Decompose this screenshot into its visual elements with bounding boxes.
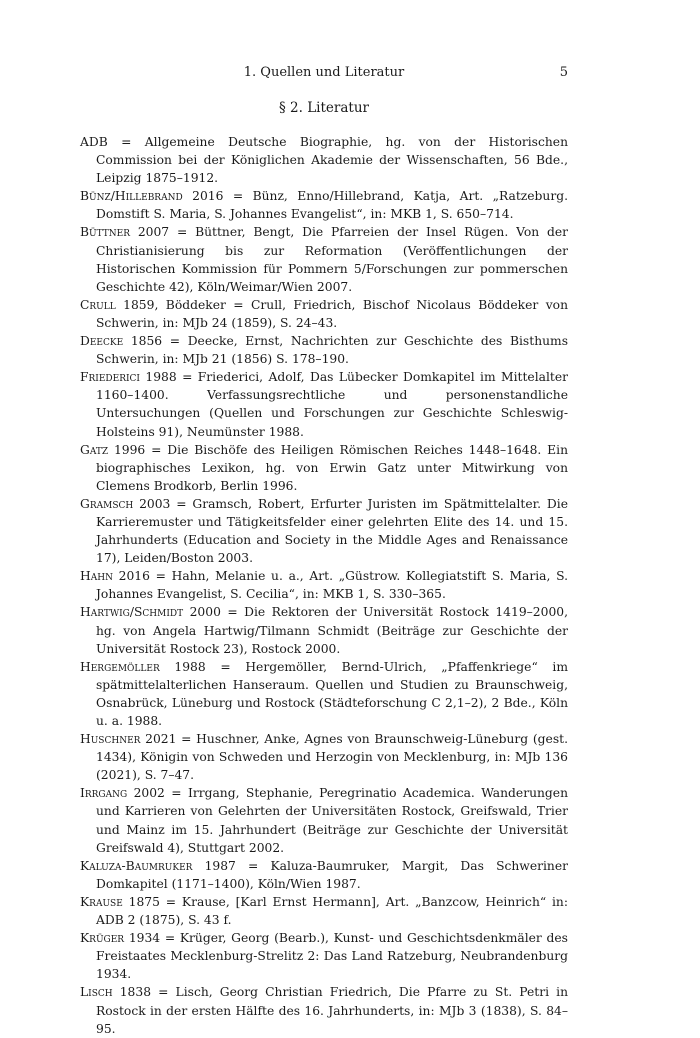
entry-text: 2003 = Gramsch, Robert, Erfurter Juristen im Spätmittelalter. Die Karrieremuster und Tätigkeitsfelder einer gelehrten Elite des 14. und 15. Jahrhunderts (Education and Society in the Middle Ages and Renaissance 17), Leiden/Boston 2003. (96, 496, 568, 566)
entry-text: 2021 = Huschner, Anke, Agnes von Braunschweig-Lüneburg (gest. 1434), Königin von Schweden und Herzogin von Mecklenburg, in: MJb 136 (2021), S. 7–47. (96, 732, 568, 783)
entry-key: Friederici (80, 370, 140, 385)
running-head (80, 64, 568, 82)
bibliography-entry (80, 133, 568, 187)
entry-text: = Allgemeine Deutsche Biographie, hg. von der Historischen Commission bei der Königlichen Akademie der Wissenschaften, 56 Bde., Leipzig 1875–1912. (96, 135, 568, 186)
entry-text: 1875 = Krause, [Karl Ernst Hermann], Art. „Banzcow, Heinrich“ in: ADB 2 (1875), S. 43 f. (96, 894, 568, 928)
bibliography-entry (80, 983, 568, 1037)
entry-key: ADB (80, 135, 108, 149)
entry-key: Büttner (80, 225, 131, 240)
entry-key: Gatz (80, 442, 109, 457)
entry-text: 1838 = Lisch, Georg Christian Friedrich, Die Pfarre zu St. Petri in Rostock in der ersten Hälfte des 16. Jahrhunderts, in: MJb 3 (1838), S. 84–95. (96, 985, 568, 1036)
entry-key: Kaluza-Baumruker (80, 858, 193, 873)
entry-text: 2016 = Hahn, Melanie u. a., Art. „Güstrow. Kollegiatstift S. Maria, S. Johannes Evangelist, S. Cecilia“, in: MKB 1, S. 330–365. (96, 569, 568, 602)
bibliography-entry (80, 296, 568, 332)
entry-text: 1996 = Die Bischöfe des Heiligen Römischen Reiches 1448–1648. Ein biographisches Lexikon, hg. von Erwin Gatz unter Mitwirkung von Clemens Brodkorb, Berlin 1996. (96, 442, 568, 493)
entry-key: Krüger (80, 931, 125, 946)
book-page (80, 0, 568, 1036)
bibliography-entry (80, 567, 568, 603)
entry-key: Deecke (80, 334, 124, 349)
entry-key: Huschner (80, 732, 141, 747)
bibliography-entry (80, 495, 568, 567)
bibliography-entry (80, 441, 568, 495)
entry-text: 2007 = Büttner, Bengt, Die Pfarreien der Insel Rügen. Von der Christianisierung bis zur Reformation (Veröffentlichungen der Historischen Kommission für Pommern 5/Forschungen zur pommerschen Geschichte 42), Köln/Weimar/Wien 2007. (96, 225, 568, 294)
entry-text: 2016 = Bünz, Enno/Hillebrand, Katja, Art. „Ratzeburg. Domstift S. Maria, S. Johannes Evangelist“, in: MKB 1, S. 650–714. (96, 189, 568, 222)
bibliography-entry (80, 784, 568, 856)
bibliography-entry (80, 929, 568, 983)
entry-text: 1856 = Deecke, Ernst, Nachrichten zur Geschichte des Bisthums Schwerin, in: MJb 21 (1856) S. 178–190. (96, 334, 568, 367)
bibliography-entry (80, 893, 568, 929)
running-title: 1. Quellen und Literatur (243, 65, 405, 80)
bibliography-entry (80, 368, 568, 440)
page-number: 5 (559, 65, 568, 80)
entry-text: 1934 = Krüger, Georg (Bearb.), Kunst- und Geschichtsdenkmäler des Freistaates Mecklenburg-Strelitz 2: Das Land Ratzeburg, Neubrandenburg 1934. (96, 931, 568, 982)
entry-text: 1987 = Kaluza-Baumruker, Margit, Das Schweriner Domkapitel (1171–1400), Köln/Wien 1987. (96, 858, 568, 891)
bibliography-entry (80, 658, 568, 730)
entry-text: 2000 = Die Rektoren der Universität Rostock 1419–2000, hg. von Angela Hartwig/Tilmann Schmidt (Beiträge zur Geschichte der Universität Rostock 23), Rostock 2000. (96, 605, 568, 656)
entry-key: Irrgang (80, 786, 128, 801)
bibliography-entry (80, 187, 568, 223)
bibliography-entry (80, 730, 568, 784)
entry-key: Hartwig/Schmidt (80, 605, 184, 620)
bibliography-entry (80, 223, 568, 295)
bibliography-entry (80, 332, 568, 368)
entry-key: Krause (80, 894, 123, 909)
entry-key: Bünz/Hillebrand (80, 189, 183, 204)
entry-text: 1988 = Friederici, Adolf, Das Lübecker Domkapitel im Mittelalter 1160–1400. Verfassungsrechtliche und personenstandliche Untersuchungen (Quellen und Forschungen zur Geschichte Schleswig-Holsteins 91), Neumünster 1988. (96, 370, 568, 439)
entry-key: Crull (80, 297, 116, 312)
entry-key: Hahn (80, 569, 113, 584)
entry-key: Gramsch (80, 496, 134, 511)
entry-text: 1988 = Hergemöller, Bernd-Ulrich, „Pfaffenkriege“ im spätmittelalterlichen Hanseraum. Quellen und Studien zu Braunschweig, Osnabrück, Lüneburg und Rostock (Städteforschung C 2,1–2), 2 Bde., Köln u. a. 1988. (96, 659, 568, 728)
entry-text: 1859, Böddeker = Crull, Friedrich, Bischof Nicolaus Böddeker von Schwerin, in: MJb 24 (1859), S. 24–43. (96, 297, 568, 330)
entry-text: 2002 = Irrgang, Stephanie, Peregrinatio Academica. Wanderungen und Karrieren von Gelehrten der Universitäten Rostock, Greifswald, Trier und Mainz im 15. Jahrhundert (Beiträge zur Geschichte der Universität Greifswald 4), Stuttgart 2002. (96, 786, 568, 855)
bibliography-entry (80, 857, 568, 893)
bibliography-list (80, 133, 568, 1038)
entry-key: Hergemöller (80, 659, 160, 674)
section-title: § 2. Literatur (279, 100, 369, 116)
bibliography-entry (80, 603, 568, 657)
entry-key: Lisch (80, 985, 113, 1000)
